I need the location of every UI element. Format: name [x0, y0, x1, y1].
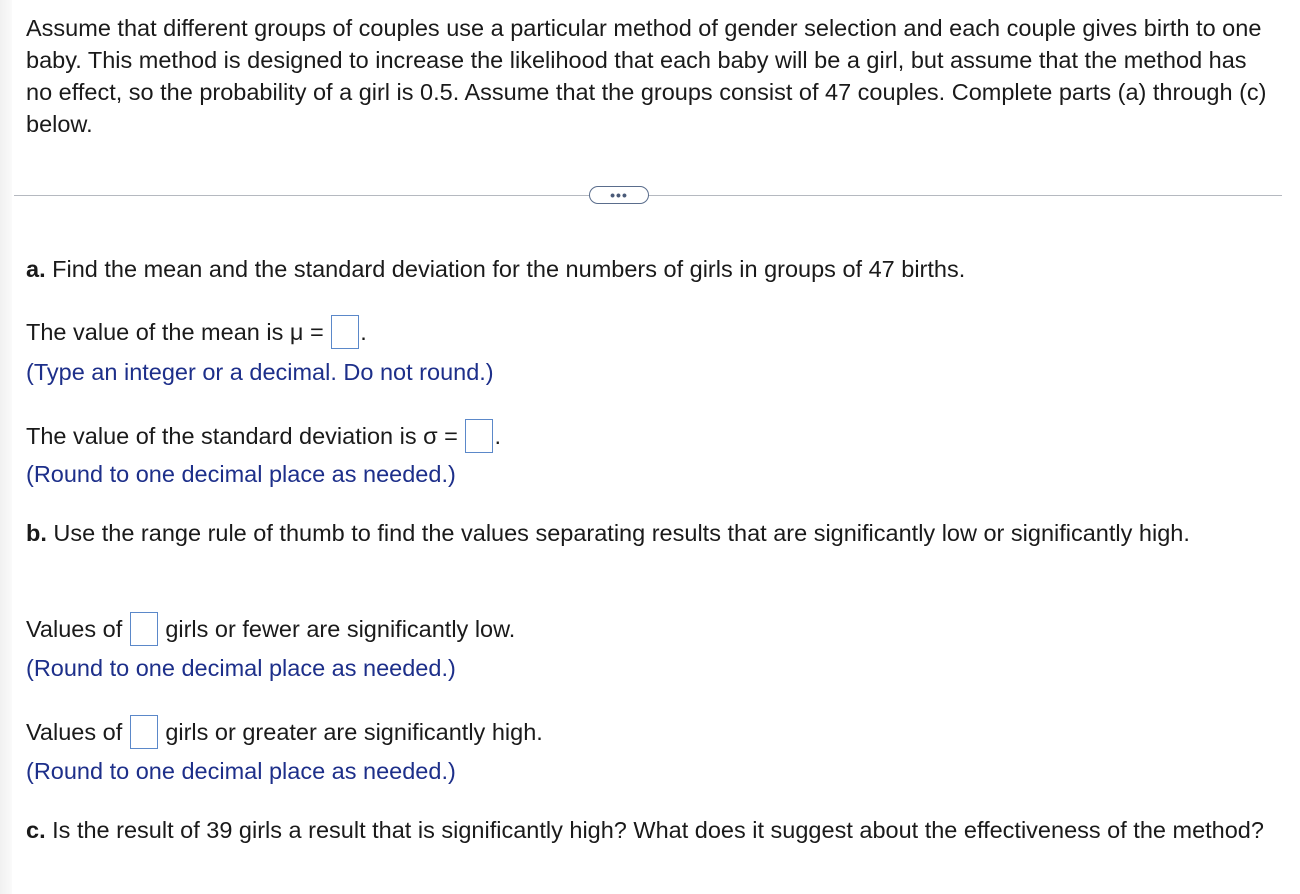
mean-hint: (Type an integer or a decimal. Do not round.)	[26, 359, 494, 385]
high-value-input[interactable]	[130, 715, 158, 749]
left-margin-bar	[0, 0, 12, 894]
sd-row	[26, 420, 501, 453]
part-a-question	[26, 253, 965, 285]
sd-input[interactable]	[465, 419, 493, 453]
high-prefix: Values of	[26, 719, 123, 745]
part-a-text: Find the mean and the standard deviation for the numbers of girls in groups of 47 births.	[45, 256, 966, 282]
part-c-text: Is the result of 39 girls a result that is significantly high? What does it suggest about the effectiveness of the method?	[45, 817, 1264, 843]
part-a-label: a.	[26, 256, 46, 282]
show-more-button[interactable]: •••	[589, 186, 649, 204]
part-b-label: b.	[26, 520, 47, 546]
mean-prefix: The value of the mean is μ =	[26, 319, 324, 345]
low-row	[26, 613, 515, 646]
sd-prefix: The value of the standard deviation is σ =	[26, 423, 458, 449]
mean-row	[26, 316, 367, 349]
high-suffix: girls or greater are significantly high.	[165, 719, 543, 745]
low-hint: (Round to one decimal place as needed.)	[26, 655, 456, 681]
low-value-input[interactable]	[130, 612, 158, 646]
high-hint: (Round to one decimal place as needed.)	[26, 758, 456, 784]
part-c-label: c.	[26, 817, 46, 843]
low-prefix: Values of	[26, 616, 123, 642]
problem-statement: Assume that different groups of couples use a particular method of gender selection and each couple gives birth to one baby. This method is designed to increase the likelihood that each baby will be a girl, but assume that the method has no effect, so the probability of a girl is 0.5. Assume that the groups consist of 47 couples. Complete parts (a) through (c) below.	[26, 15, 1267, 137]
sd-hint: (Round to one decimal place as needed.)	[26, 461, 456, 487]
part-c-question	[26, 814, 1266, 846]
low-suffix: girls or fewer are significantly low.	[165, 616, 516, 642]
part-b-question	[26, 517, 1266, 549]
part-b-text: Use the range rule of thumb to find the values separating results that are significantly low or significantly high.	[46, 520, 1190, 546]
sd-suffix: .	[494, 423, 501, 449]
mean-suffix: .	[360, 319, 367, 345]
mean-input[interactable]	[331, 315, 359, 349]
high-row	[26, 716, 543, 749]
